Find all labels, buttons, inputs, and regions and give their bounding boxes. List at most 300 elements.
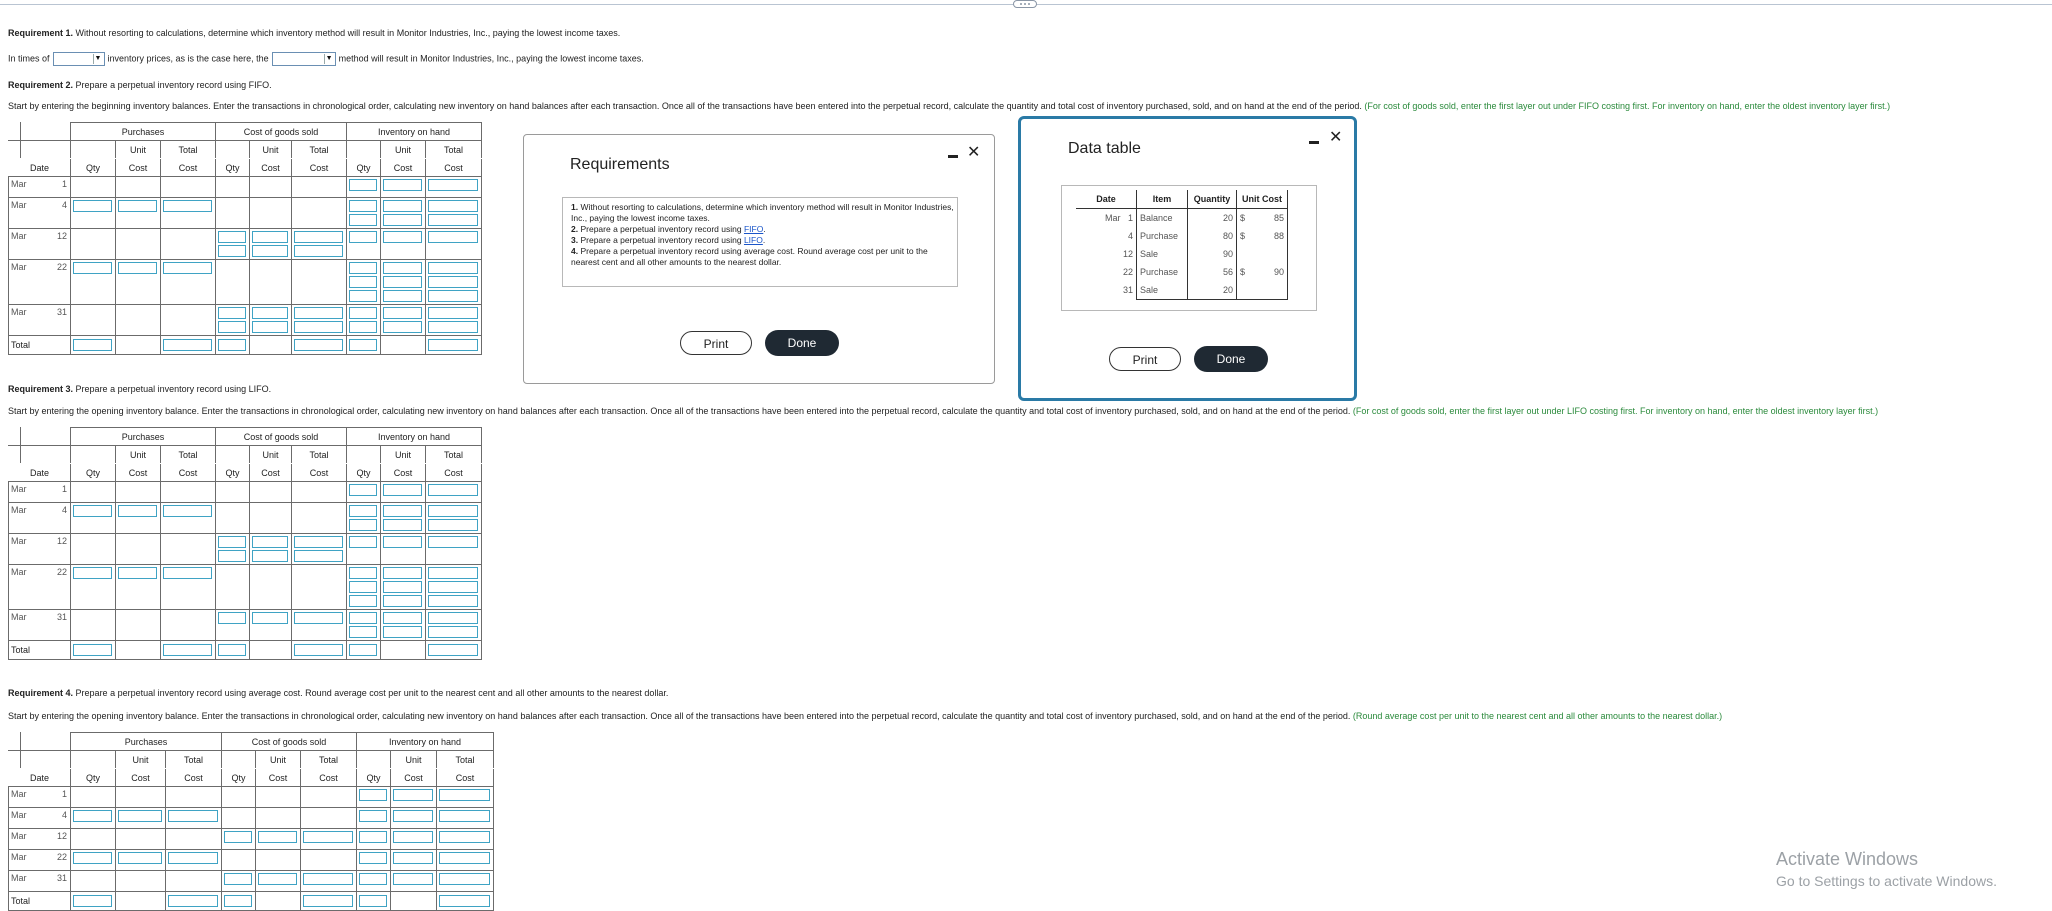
record-cell bbox=[391, 787, 437, 808]
amount-input[interactable] bbox=[218, 339, 246, 351]
amount-input[interactable] bbox=[428, 484, 478, 496]
purchases-header: Purchases bbox=[71, 123, 216, 141]
record-cell bbox=[347, 336, 381, 355]
amount-input[interactable] bbox=[163, 644, 212, 656]
data-item: Sale bbox=[1137, 245, 1188, 263]
record-cell bbox=[347, 565, 381, 610]
record-column-row bbox=[9, 464, 482, 482]
amount-input[interactable] bbox=[349, 626, 377, 638]
record-cell bbox=[357, 871, 391, 892]
fifo-link[interactable]: FIFO bbox=[743, 224, 764, 234]
record-cell bbox=[292, 610, 347, 641]
amount-input[interactable] bbox=[383, 200, 422, 212]
amount-input[interactable] bbox=[73, 567, 112, 579]
amount-input[interactable] bbox=[218, 644, 246, 656]
record-cell bbox=[347, 177, 381, 198]
record-row bbox=[9, 610, 482, 641]
total-header: Total bbox=[426, 446, 482, 464]
amount-input[interactable] bbox=[428, 595, 478, 607]
on-hand-header: Inventory on hand bbox=[347, 123, 482, 141]
amount-input[interactable] bbox=[428, 339, 478, 351]
cost-header: Cost bbox=[301, 769, 357, 787]
amount-input[interactable] bbox=[252, 536, 288, 548]
record-cell bbox=[426, 641, 482, 660]
amount-input[interactable] bbox=[428, 612, 478, 624]
record-cell bbox=[116, 482, 161, 503]
total-header: Total bbox=[161, 141, 216, 159]
amount-input[interactable] bbox=[118, 567, 157, 579]
amount-input[interactable] bbox=[439, 895, 490, 907]
amount-input[interactable] bbox=[73, 895, 112, 907]
total-label: Total bbox=[9, 641, 71, 660]
req4-hint: (Round average cost per unit to the nearest cent and all other amounts to the nearest dollar.) bbox=[1352, 711, 1723, 721]
amount-input[interactable] bbox=[439, 789, 490, 801]
amount-input[interactable] bbox=[349, 231, 377, 243]
dropdown-arrow-icon: ▼ bbox=[324, 54, 334, 64]
amount-input[interactable] bbox=[428, 214, 478, 226]
amount-input[interactable] bbox=[428, 307, 478, 319]
record-row bbox=[9, 198, 482, 229]
record-cell bbox=[437, 871, 494, 892]
data-date bbox=[1076, 209, 1137, 228]
amount-input[interactable] bbox=[163, 262, 212, 274]
amount-input[interactable] bbox=[294, 339, 343, 351]
record-cell bbox=[250, 641, 292, 660]
fifo-record-table bbox=[8, 122, 482, 355]
amount-input[interactable] bbox=[294, 307, 343, 319]
record-cell bbox=[292, 565, 347, 610]
amount-input[interactable] bbox=[294, 612, 343, 624]
amount-input[interactable] bbox=[439, 831, 490, 843]
amount-input[interactable] bbox=[252, 231, 288, 243]
activate-windows-subtitle: Go to Settings to activate Windows. bbox=[1776, 873, 1997, 889]
cogs-header: Cost of goods sold bbox=[216, 123, 347, 141]
amount-input[interactable] bbox=[359, 789, 387, 801]
record-column-row bbox=[9, 769, 494, 787]
amount-input[interactable] bbox=[428, 290, 478, 302]
amount-input[interactable] bbox=[349, 339, 377, 351]
amount-input[interactable] bbox=[224, 873, 252, 885]
record-cell bbox=[292, 482, 347, 503]
amount-input[interactable] bbox=[383, 214, 422, 226]
minimize-icon[interactable] bbox=[1309, 141, 1319, 144]
amount-input[interactable] bbox=[393, 810, 433, 822]
requirement-item bbox=[569, 235, 957, 246]
record-total-row bbox=[9, 641, 482, 660]
record-cell bbox=[292, 305, 347, 336]
amount-input[interactable] bbox=[294, 245, 343, 257]
cost-header: Cost bbox=[256, 769, 301, 787]
done-button[interactable]: Done bbox=[1194, 346, 1268, 372]
amount-input[interactable] bbox=[163, 567, 212, 579]
amount-input[interactable] bbox=[383, 626, 422, 638]
unit-header: Unit bbox=[116, 446, 161, 464]
amount-input[interactable] bbox=[428, 644, 478, 656]
record-group-header-row bbox=[9, 123, 482, 141]
cost-header: Cost bbox=[381, 464, 426, 482]
amount-input[interactable] bbox=[349, 290, 377, 302]
amount-input[interactable] bbox=[428, 276, 478, 288]
amount-input[interactable] bbox=[393, 873, 433, 885]
cost-header: Cost bbox=[250, 464, 292, 482]
record-cell bbox=[71, 260, 116, 305]
record-cell bbox=[250, 482, 292, 503]
price-trend-dropdown[interactable] bbox=[53, 52, 105, 66]
amount-input[interactable] bbox=[73, 644, 112, 656]
date-header: Date bbox=[9, 769, 71, 787]
data-quantity: 90 bbox=[1188, 245, 1237, 263]
cost-header: Cost bbox=[437, 769, 494, 787]
record-cell bbox=[256, 850, 301, 871]
requirement-number: 1. bbox=[571, 202, 579, 212]
amount-input[interactable] bbox=[224, 831, 252, 843]
unit-header: Unit bbox=[391, 751, 437, 769]
req2-hint: (For cost of goods sold, enter the first layer out under FIFO costing first. For inventory on hand, enter the oldest inventory layer first.) bbox=[1364, 101, 1891, 111]
record-month: Mar bbox=[11, 831, 27, 841]
data-day: 4 bbox=[1127, 231, 1133, 241]
amount-input[interactable] bbox=[163, 200, 212, 212]
dropdown-arrow-icon: ▼ bbox=[93, 54, 103, 64]
amount-input[interactable] bbox=[349, 262, 377, 274]
record-cell bbox=[166, 850, 222, 871]
amount-input[interactable] bbox=[428, 231, 478, 243]
record-cell bbox=[381, 177, 426, 198]
record-cell bbox=[381, 260, 426, 305]
record-cell bbox=[391, 871, 437, 892]
data-table-row bbox=[1076, 209, 1288, 228]
close-icon[interactable]: ✕ bbox=[1329, 129, 1343, 146]
amount-input[interactable] bbox=[383, 567, 422, 579]
record-month: Mar bbox=[11, 200, 27, 210]
amount-input[interactable] bbox=[383, 307, 422, 319]
record-total-row bbox=[9, 892, 494, 911]
record-cell bbox=[71, 336, 116, 355]
record-day: 12 bbox=[56, 831, 67, 841]
requirement-text: Prepare a perpetual inventory record using bbox=[580, 224, 744, 234]
record-date bbox=[9, 260, 71, 305]
amount-input[interactable] bbox=[439, 810, 490, 822]
cost-header: Cost bbox=[116, 769, 166, 787]
record-cell bbox=[292, 229, 347, 260]
record-row bbox=[9, 565, 482, 610]
record-month: Mar bbox=[11, 810, 27, 820]
record-cell bbox=[381, 229, 426, 260]
amount-input[interactable] bbox=[168, 810, 218, 822]
record-row bbox=[9, 305, 482, 336]
amount-input[interactable] bbox=[393, 852, 433, 864]
record-cell bbox=[116, 641, 161, 660]
record-cell bbox=[71, 482, 116, 503]
record-cell bbox=[161, 229, 216, 260]
amount-input[interactable] bbox=[359, 852, 387, 864]
amount-input[interactable] bbox=[73, 505, 112, 517]
record-cell bbox=[166, 871, 222, 892]
requirement-text: Without resorting to calculations, determine which inventory method will result in Monitor Industries, Inc., paying the lowest income taxes. bbox=[571, 202, 954, 223]
amount-input[interactable] bbox=[359, 895, 387, 907]
record-cell bbox=[437, 850, 494, 871]
total-header: Total bbox=[426, 141, 482, 159]
record-cell bbox=[250, 177, 292, 198]
amount-input[interactable] bbox=[383, 231, 422, 243]
amount-input[interactable] bbox=[252, 612, 288, 624]
record-day: 22 bbox=[56, 262, 67, 272]
req2-heading: Requirement 2. bbox=[8, 80, 74, 90]
inventory-method-dropdown[interactable] bbox=[272, 52, 336, 66]
amount-input[interactable] bbox=[428, 179, 478, 191]
total-header: Total bbox=[437, 751, 494, 769]
amount-input[interactable] bbox=[383, 505, 422, 517]
record-group-header-row bbox=[9, 428, 482, 446]
record-row bbox=[9, 534, 482, 565]
data-item: Balance bbox=[1137, 209, 1188, 228]
unit-header: Unit bbox=[116, 751, 166, 769]
record-cell bbox=[426, 610, 482, 641]
amount-input[interactable] bbox=[349, 581, 377, 593]
amount-input[interactable] bbox=[258, 873, 297, 885]
record-subheader-row bbox=[9, 141, 482, 159]
total-header: Total bbox=[166, 751, 222, 769]
cost-header: Cost bbox=[426, 464, 482, 482]
lifo-link[interactable]: LIFO bbox=[743, 235, 763, 245]
amount-input[interactable] bbox=[73, 852, 112, 864]
amount-input[interactable] bbox=[163, 339, 212, 351]
record-cell bbox=[381, 534, 426, 565]
record-cell bbox=[116, 198, 161, 229]
record-cell bbox=[301, 808, 357, 829]
amount-input[interactable] bbox=[359, 810, 387, 822]
amount-input[interactable] bbox=[73, 339, 112, 351]
record-cell bbox=[426, 260, 482, 305]
record-cell bbox=[250, 198, 292, 229]
amount-input[interactable] bbox=[258, 831, 297, 843]
record-date bbox=[9, 871, 71, 892]
record-cell bbox=[381, 198, 426, 229]
amount-input[interactable] bbox=[393, 789, 433, 801]
record-cell bbox=[222, 808, 256, 829]
record-cell bbox=[426, 177, 482, 198]
record-cell bbox=[71, 871, 116, 892]
requirement-number: 2. bbox=[571, 224, 579, 234]
record-cell bbox=[116, 534, 161, 565]
amount-input[interactable] bbox=[163, 505, 212, 517]
amount-input[interactable] bbox=[383, 179, 422, 191]
amount-input[interactable] bbox=[383, 581, 422, 593]
cost-header: Cost bbox=[391, 769, 437, 787]
data-quantity: 80 bbox=[1188, 227, 1237, 245]
amount-input[interactable] bbox=[73, 200, 112, 212]
unit-cost-header: Unit Cost bbox=[1237, 190, 1288, 209]
record-cell bbox=[347, 534, 381, 565]
record-day: 1 bbox=[61, 484, 67, 494]
amount-input[interactable] bbox=[383, 519, 422, 531]
amount-input[interactable] bbox=[349, 536, 377, 548]
amount-input[interactable] bbox=[359, 873, 387, 885]
average-record-table bbox=[8, 732, 494, 911]
requirements-title: Requirements bbox=[570, 156, 670, 173]
amount-input[interactable] bbox=[349, 519, 377, 531]
amount-input[interactable] bbox=[294, 550, 343, 562]
record-cell bbox=[437, 829, 494, 850]
record-cell bbox=[216, 177, 250, 198]
amount-input[interactable] bbox=[294, 644, 343, 656]
record-month: Mar bbox=[11, 307, 27, 317]
record-cell bbox=[161, 565, 216, 610]
total-label: Total bbox=[9, 336, 71, 355]
record-month: Mar bbox=[11, 789, 27, 799]
requirements-dialog bbox=[523, 134, 995, 384]
amount-input[interactable] bbox=[383, 484, 422, 496]
amount-input[interactable] bbox=[383, 321, 422, 333]
record-cell bbox=[357, 787, 391, 808]
amount-input[interactable] bbox=[349, 505, 377, 517]
dollar-sign: $ bbox=[1240, 267, 1246, 277]
amount-input[interactable] bbox=[428, 567, 478, 579]
data-table-header-row bbox=[1076, 190, 1288, 209]
amount-input[interactable] bbox=[439, 873, 490, 885]
amount-input[interactable] bbox=[383, 276, 422, 288]
amount-input[interactable] bbox=[349, 321, 377, 333]
record-cell bbox=[222, 829, 256, 850]
amount-input[interactable] bbox=[428, 200, 478, 212]
amount-input[interactable] bbox=[218, 321, 246, 333]
record-cell bbox=[116, 336, 161, 355]
close-icon[interactable]: ✕ bbox=[967, 144, 981, 161]
amount-input[interactable] bbox=[428, 626, 478, 638]
amount-input[interactable] bbox=[252, 307, 288, 319]
record-cell bbox=[250, 229, 292, 260]
amount-input[interactable] bbox=[428, 505, 478, 517]
done-button[interactable]: Done bbox=[765, 330, 839, 356]
amount-input[interactable] bbox=[294, 231, 343, 243]
amount-input[interactable] bbox=[252, 245, 288, 257]
amount-input[interactable] bbox=[383, 536, 422, 548]
amount-input[interactable] bbox=[349, 307, 377, 319]
amount-input[interactable] bbox=[252, 321, 288, 333]
unit-header: Unit bbox=[381, 446, 426, 464]
amount-input[interactable] bbox=[224, 895, 252, 907]
record-row bbox=[9, 260, 482, 305]
amount-input[interactable] bbox=[349, 484, 377, 496]
amount-input[interactable] bbox=[118, 852, 162, 864]
amount-input[interactable] bbox=[118, 810, 162, 822]
amount-input[interactable] bbox=[428, 262, 478, 274]
amount-input[interactable] bbox=[73, 810, 112, 822]
record-cell bbox=[391, 829, 437, 850]
req1-fill bbox=[8, 52, 644, 66]
amount-input[interactable] bbox=[294, 321, 343, 333]
amount-input[interactable] bbox=[439, 852, 490, 864]
amount-input[interactable] bbox=[349, 644, 377, 656]
print-button[interactable]: Print bbox=[1109, 347, 1181, 371]
requirements-list-box bbox=[562, 197, 958, 287]
record-cell bbox=[391, 808, 437, 829]
record-cell bbox=[381, 503, 426, 534]
on-hand-header: Inventory on hand bbox=[347, 428, 482, 446]
amount-input[interactable] bbox=[118, 262, 157, 274]
record-cell bbox=[301, 787, 357, 808]
data-day: 12 bbox=[1122, 249, 1133, 259]
amount-input[interactable] bbox=[303, 873, 353, 885]
amount-input[interactable] bbox=[359, 831, 387, 843]
record-cell bbox=[216, 482, 250, 503]
unit-header: Unit bbox=[116, 141, 161, 159]
req4-text: Prepare a perpetual inventory record using average cost. Round average cost per unit to the nearest cent and all other amounts to the nearest dollar. bbox=[75, 688, 669, 698]
cost-header: Cost bbox=[292, 159, 347, 177]
amount-input[interactable] bbox=[383, 262, 422, 274]
amount-input[interactable] bbox=[218, 245, 246, 257]
amount-input[interactable] bbox=[218, 231, 246, 243]
req3-instructions-line bbox=[8, 406, 1878, 416]
record-month: Mar bbox=[11, 567, 27, 577]
amount-input[interactable] bbox=[118, 200, 157, 212]
req3-heading: Requirement 3. bbox=[8, 384, 74, 394]
amount-input[interactable] bbox=[218, 536, 246, 548]
amount-input[interactable] bbox=[349, 179, 377, 191]
amount-input[interactable] bbox=[349, 200, 377, 212]
record-cell bbox=[250, 565, 292, 610]
amount-input[interactable] bbox=[428, 536, 478, 548]
amount-input[interactable] bbox=[383, 290, 422, 302]
requirement-number: 4. bbox=[571, 246, 579, 256]
amount-input[interactable] bbox=[349, 612, 377, 624]
record-cell bbox=[250, 305, 292, 336]
minimize-icon[interactable] bbox=[948, 155, 958, 158]
amount-input[interactable] bbox=[428, 581, 478, 593]
amount-input[interactable] bbox=[168, 895, 218, 907]
amount-input[interactable] bbox=[349, 595, 377, 607]
req3-text: Prepare a perpetual inventory record using LIFO. bbox=[75, 384, 272, 394]
amount-input[interactable] bbox=[383, 595, 422, 607]
data-day: 22 bbox=[1122, 267, 1133, 277]
amount-input[interactable] bbox=[383, 612, 422, 624]
print-button[interactable]: Print bbox=[680, 331, 752, 355]
amount-input[interactable] bbox=[303, 895, 353, 907]
amount-input[interactable] bbox=[428, 321, 478, 333]
amount-input[interactable] bbox=[168, 852, 218, 864]
amount-input[interactable] bbox=[218, 307, 246, 319]
cogs-header: Cost of goods sold bbox=[216, 428, 347, 446]
amount-input[interactable] bbox=[349, 567, 377, 579]
record-date bbox=[9, 808, 71, 829]
record-month: Mar bbox=[11, 231, 27, 241]
record-cell bbox=[437, 808, 494, 829]
requirement-item bbox=[569, 224, 957, 235]
record-cell bbox=[391, 892, 437, 911]
amount-input[interactable] bbox=[428, 519, 478, 531]
amount-input[interactable] bbox=[118, 505, 157, 517]
amount-input[interactable] bbox=[393, 831, 433, 843]
quantity-header: Quantity bbox=[1188, 190, 1237, 209]
collapse-handle[interactable] bbox=[1013, 0, 1037, 8]
record-day: 1 bbox=[61, 789, 67, 799]
record-cell bbox=[381, 482, 426, 503]
record-cell bbox=[250, 534, 292, 565]
record-cell bbox=[292, 336, 347, 355]
amount-input[interactable] bbox=[218, 612, 246, 624]
amount-input[interactable] bbox=[294, 536, 343, 548]
amount-input[interactable] bbox=[303, 831, 353, 843]
amount-input[interactable] bbox=[252, 550, 288, 562]
amount-input[interactable] bbox=[218, 550, 246, 562]
amount-input[interactable] bbox=[349, 214, 377, 226]
record-cell bbox=[71, 503, 116, 534]
amount-input[interactable] bbox=[73, 262, 112, 274]
record-cell bbox=[161, 641, 216, 660]
data-item: Purchase bbox=[1137, 263, 1188, 281]
req4-instructions: Start by entering the opening inventory balance. Enter the transactions in chronological order, calculating new inventory on hand balances after each transaction. Once all of the transactions have been entered into the perpetual record, calculate the quantity and total cost of inventory purchased, sold, and on hand at the end of the period. bbox=[8, 711, 1351, 721]
amount-input[interactable] bbox=[349, 276, 377, 288]
req1-fill-after: method will result in Monitor Industries, Inc., paying the lowest income taxes. bbox=[338, 53, 644, 64]
